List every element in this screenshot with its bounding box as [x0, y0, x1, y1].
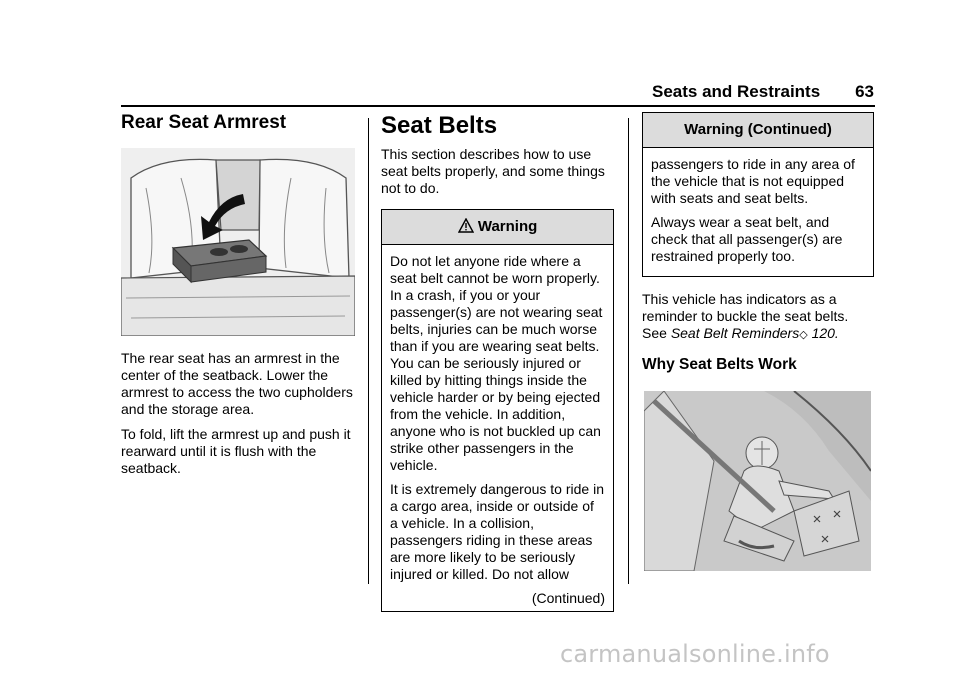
crash-dummy-illustration [644, 391, 871, 571]
warning-paragraph-1: Do not let anyone ride where a seat belt cannot be worn properly. In a crash, if you or your passenger(s) are not wearing seat belts, injuries can be much worse than if you are wearing seat belts. You can be seriously injured or killed by hitting things inside the vehicle harder or by being ejected from the vehicle. In addition, anyone who is not buckled up can strike other passengers in the vehicle. [390, 253, 603, 473]
seat-belts-heading: Seat Belts [381, 112, 498, 139]
rear-seat-armrest-heading: Rear Seat Armrest [121, 112, 287, 133]
column-2 [381, 112, 614, 612]
column-divider [628, 118, 629, 584]
column-1 [121, 112, 355, 485]
warning-header [382, 210, 613, 245]
warning-continued-paragraph-1: passengers to ride in any area of the vehicle that is not equipped with seats and seat belts. [651, 156, 855, 206]
continued-label: (Continued) [531, 590, 605, 606]
indicators-paragraph [642, 291, 874, 344]
warning-title: Warning [477, 218, 538, 235]
why-seat-belts-work-heading: Why Seat Belts Work [642, 356, 797, 373]
warning-box [381, 209, 614, 612]
watermark: carmanualsonline.info [560, 640, 830, 668]
warning-paragraph-2: It is extremely dangerous to ride in a cargo area, inside or outside of a vehicle. In a collision, passengers riding in these areas are more likely to be seriously injured or killed. Do not allow [390, 481, 604, 582]
header-rule [121, 105, 875, 107]
column-divider [368, 118, 369, 584]
seat-belt-reminders-link[interactable]: Seat Belt Reminders [670, 325, 800, 341]
section-title: Seats and Restraints [652, 82, 821, 101]
armrest-paragraph-2: To fold, lift the armrest up and push it rearward until it is flush with the seatback. [121, 426, 351, 476]
seat-belts-intro: This section describes how to use seat belts properly, and some things not to do. [381, 146, 605, 196]
warning-continued-box [642, 112, 874, 277]
page-header [652, 82, 874, 102]
warning-continued-paragraph-2: Always wear a seat belt, and check that all passenger(s) are restrained properly too. [651, 214, 843, 264]
warning-icon [458, 218, 478, 235]
seat-belt-crash-illustration [644, 391, 871, 571]
column-3 [642, 112, 874, 571]
rear-seat-illustration [121, 148, 355, 336]
armrest-paragraph-1: The rear seat has an armrest in the center of the seatback. Lower the armrest to access the two cupholders and the storage area. [121, 350, 353, 417]
page-ref-icon: ◇ [799, 329, 808, 341]
indicators-text: This vehicle has indicators as a reminder to buckle the seat belts. See [642, 291, 849, 341]
warning-continued-header: Warning (Continued) [643, 113, 873, 148]
armrest-illustration [121, 148, 355, 336]
page-ref: 120. [807, 325, 839, 341]
page-number: 63 [855, 82, 874, 101]
